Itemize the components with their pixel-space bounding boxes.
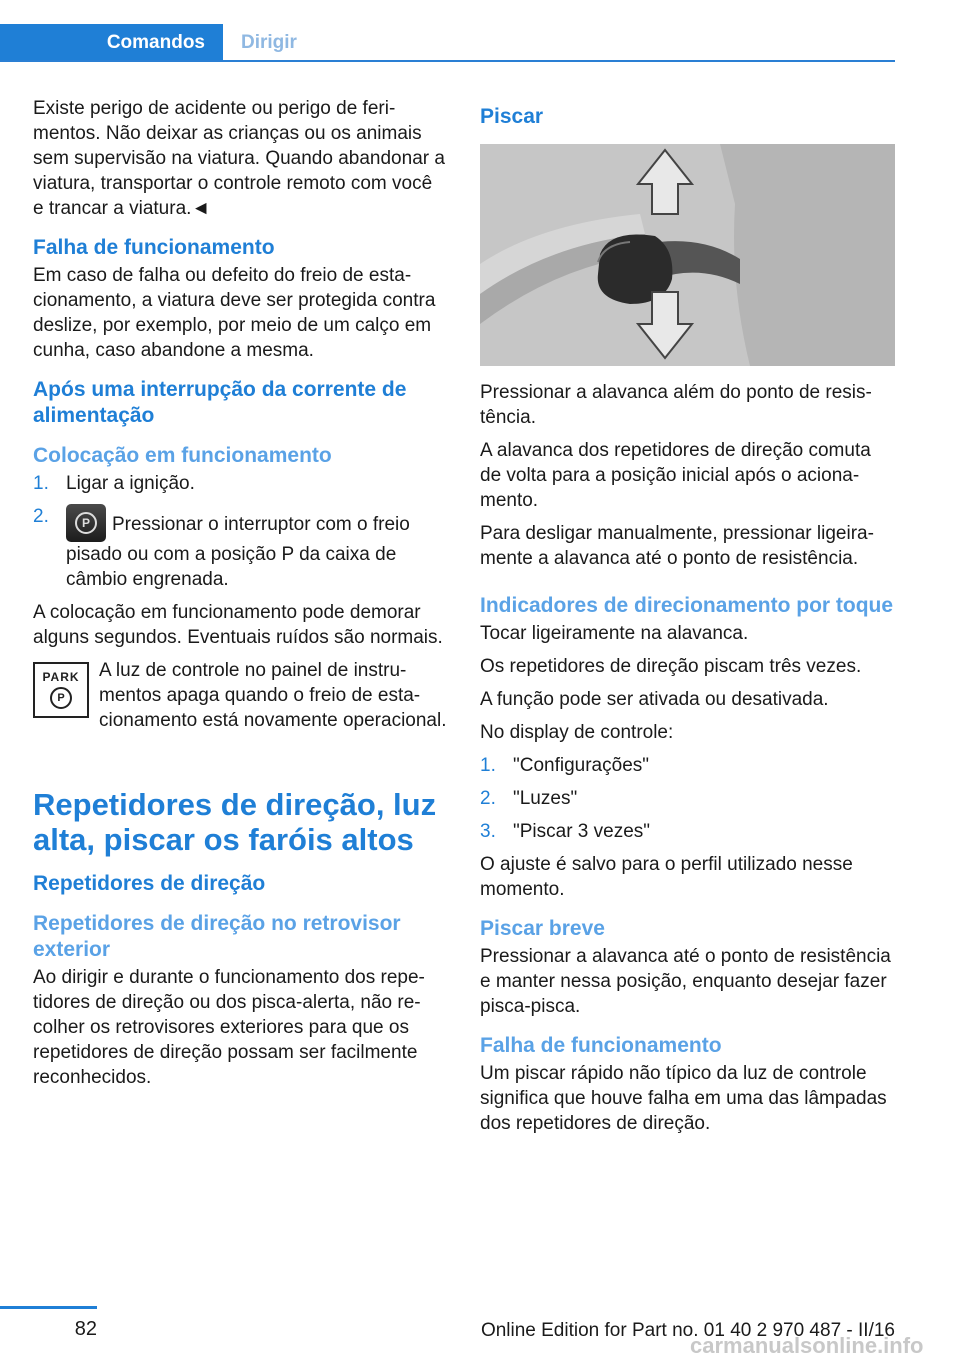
step-number: 1. xyxy=(480,755,496,776)
list-item xyxy=(480,819,895,844)
page-number: 82 xyxy=(74,1318,97,1340)
heading-falha-funcionamento: Falha de funcionamento xyxy=(33,236,275,259)
page-header xyxy=(0,0,960,62)
pressionar-text: Pressionar a alavanca além do ponto de resistência. xyxy=(480,382,872,428)
retrovisor-text: Ao dirigir e durante o funcionamento dos repetidores de direção ou dos pisca-alerta, não recolher os retrovisores exteriores para que os repetidores de direção possam ser facilmente reconhecidos. xyxy=(33,967,425,1088)
display-text: No display de controle: xyxy=(480,722,674,743)
step-text: Ligar a ignição. xyxy=(66,473,195,494)
desligar-text: Para desligar manualmente, pressionar ligeiramente a alavanca até o ponto de resistência. xyxy=(480,523,874,569)
step-number: 2. xyxy=(480,788,496,809)
list-item xyxy=(33,471,448,496)
heading-repetidores-luz-alta: Repetidores de direção, luz alta, piscar os faróis altos xyxy=(33,787,437,857)
park-icon-label: PARK xyxy=(42,670,80,684)
right-column xyxy=(480,96,895,1144)
tab-comandos[interactable]: Comandos xyxy=(0,24,223,61)
heading-toque: Indicadores de direcionamento por toque xyxy=(480,594,894,617)
tab-dirigir[interactable]: Dirigir xyxy=(241,31,297,53)
luz-controle-text: A luz de controle no painel de instrumentos apaga quando o freio de estacionamento está novamente operacional. xyxy=(99,660,447,731)
step-text: "Piscar 3 vezes" xyxy=(513,821,651,842)
list-item xyxy=(480,786,895,811)
park-indicator-icon xyxy=(33,662,89,718)
heading-colocacao: Colocação em funcionamento xyxy=(33,444,332,467)
left-column xyxy=(33,96,448,1098)
display-steps xyxy=(480,753,895,844)
header-divider xyxy=(0,60,895,62)
heading-apos-interrupcao: Após uma interrupção da corrente de alimentação xyxy=(33,378,407,427)
piscam-text: Os repetidores de direção piscam três vezes. xyxy=(480,656,862,677)
parking-brake-button-icon: P xyxy=(66,504,106,542)
park-indicator-block xyxy=(33,658,448,741)
heading-retrovisor: Repetidores de direção no retrovisor exterior xyxy=(33,912,401,961)
ajuste-text: O ajuste é salvo para o perfil utilizado nesse momento. xyxy=(480,854,853,900)
falha-text: Em caso de falha ou defeito do freio de estacionamento, a viatura deve ser protegida contra deslize, por exemplo, por meio de um calço em cunha, caso abandone a mesma. xyxy=(33,265,436,361)
park-p-circle-icon: P xyxy=(50,687,72,709)
falha-right-text: Um piscar rápido não típico da luz de controle significa que houve falha em uma das lâmpadas dos repetidores de direção. xyxy=(480,1063,887,1134)
tocar-text: Tocar ligeiramente na alavanca. xyxy=(480,623,749,644)
step-number: 3. xyxy=(480,821,496,842)
step-text: "Luzes" xyxy=(513,788,578,809)
demora-text: A colocação em funcionamento pode demorar alguns segundos. Eventuais ruídos são normais. xyxy=(33,602,443,648)
heading-repetidores: Repetidores de direção xyxy=(33,872,266,895)
breve-text: Pressionar a alavanca até o ponto de resistência e manter nessa posição, enquanto desejar fazer pisca-pisca. xyxy=(480,946,891,1017)
funcao-text: A função pode ser ativada ou desativada. xyxy=(480,689,829,710)
intro-warning-text: Existe perigo de acidente ou perigo de ferimentos. Não deixar as crianças ou os animais sem supervisão na viatura. Quando abandonar a viatura, transportar o controle remoto com você e trancar a viatura.◄ xyxy=(33,98,445,219)
list-item xyxy=(33,504,448,592)
watermark-text: carmanualsonline.info xyxy=(690,1333,924,1358)
step-text: "Configurações" xyxy=(513,755,650,776)
lever-diagram xyxy=(480,144,895,366)
edition-text: Online Edition for Part no. 01 40 2 970 487 - II/16 xyxy=(480,1320,895,1341)
footer-divider xyxy=(0,1306,97,1309)
heading-piscar-breve: Piscar breve xyxy=(480,917,605,940)
list-item xyxy=(480,753,895,778)
heading-falha-funcionamento-right: Falha de funcionamento xyxy=(480,1034,722,1057)
alavanca-text: A alavanca dos repetidores de direção comuta de volta para a posição inicial após o acionamento. xyxy=(480,440,871,511)
turn-signal-lever-illustration xyxy=(480,144,895,366)
colocacao-steps xyxy=(33,471,448,592)
step-number: 2. xyxy=(33,506,49,527)
step-content xyxy=(66,504,448,592)
heading-piscar: Piscar xyxy=(480,105,544,128)
step-number: 1. xyxy=(33,473,49,494)
step-text: Pressionar o interruptor com o freio pisado ou com a posição P da caixa de câmbio engrenada. xyxy=(66,514,410,590)
